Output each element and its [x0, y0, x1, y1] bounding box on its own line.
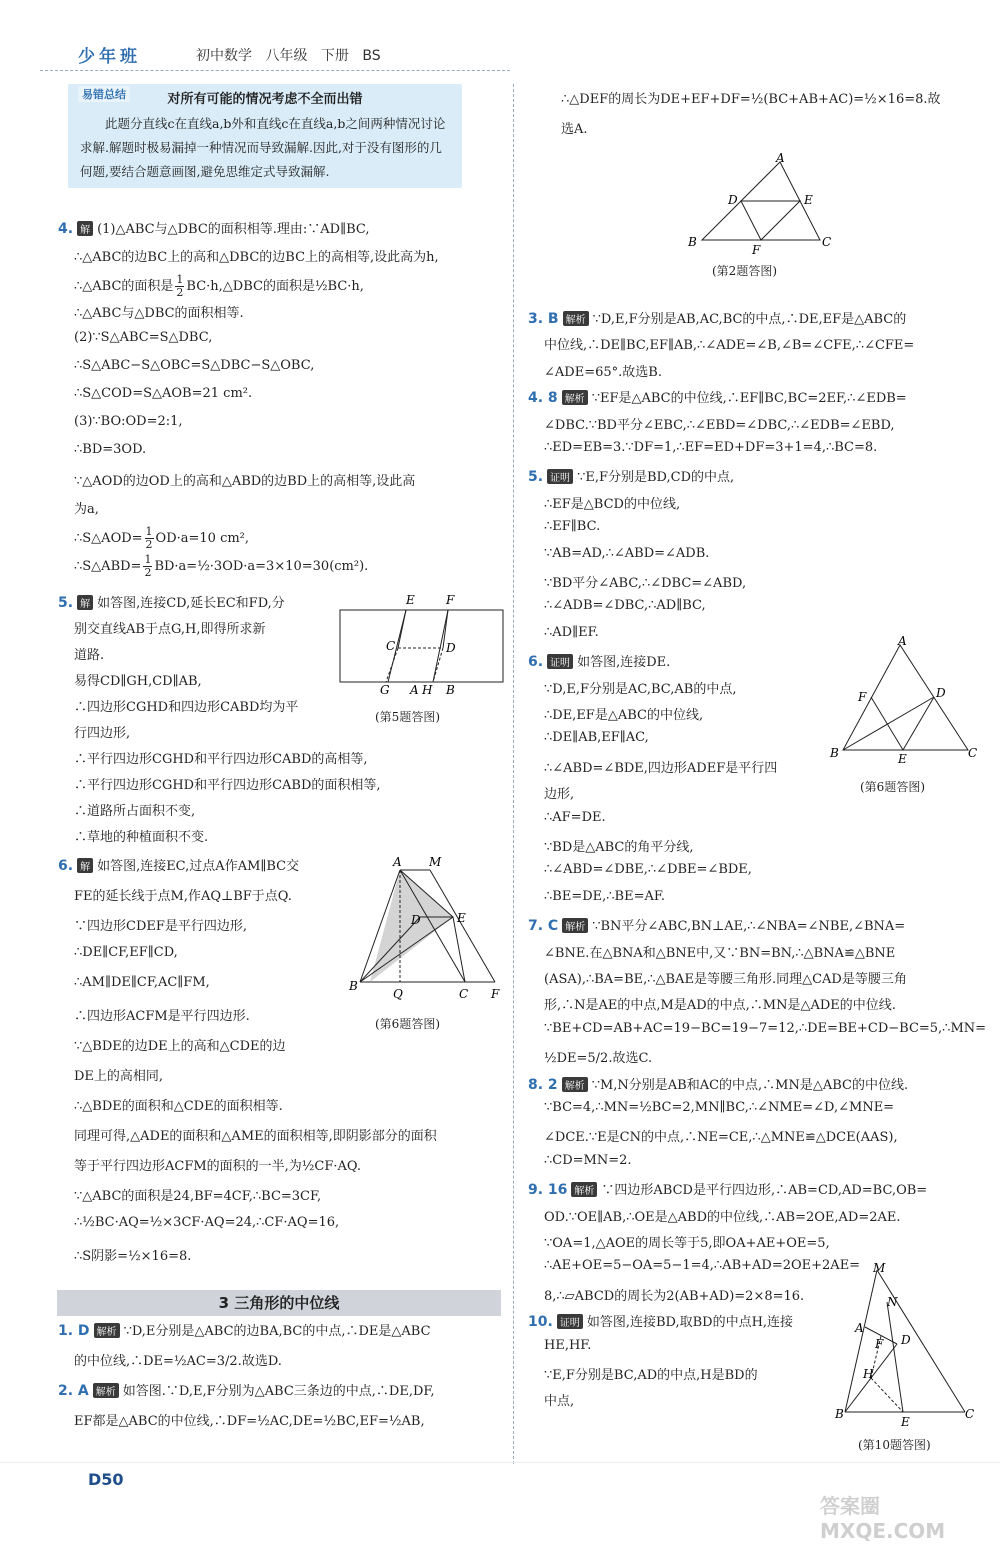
svg-text:C: C — [386, 639, 396, 653]
line-tail: OD·a=10 cm², — [155, 531, 250, 546]
line-text: ∴△ABC与△DBC的面积相等. — [74, 306, 244, 321]
line-text: ∵E,F分别是BC,AD的中点,H是BD的 — [544, 1368, 758, 1383]
text-line — [58, 1245, 191, 1264]
text-line — [528, 546, 709, 561]
brand-logo: 少年班 — [78, 47, 141, 67]
text-line — [528, 1100, 894, 1115]
fraction: $\frac{1}{2}$ — [145, 525, 153, 551]
line-text: OD.∵OE∥AB,∴OE是△ABD的中位线,∴AB=2OE,AD=2AE. — [544, 1209, 901, 1225]
header-info: 初中数学 八年级 下册 BS — [196, 48, 381, 64]
line-text: ∴∠ADB=∠DBC,∴AD∥BC, — [544, 598, 706, 614]
solution-badge: 解析 — [93, 1383, 119, 1398]
line-text: ∴DE∥AB,EF∥AC, — [544, 730, 649, 746]
text-line — [528, 1258, 860, 1273]
figure-q6-left — [345, 852, 505, 1002]
text-line — [58, 470, 415, 489]
fraction: $\frac{1}{2}$ — [176, 273, 184, 299]
line-text: ∵E,F分别是BD,CD的中点, — [577, 470, 735, 486]
line-text: ∵△ABC的面积是24,BF=4CF,∴BC=3CF, — [74, 1189, 322, 1204]
line-text: 道路. — [74, 648, 105, 663]
text-line — [528, 1126, 898, 1145]
text-line — [58, 1320, 431, 1339]
text-line — [58, 414, 183, 429]
line-text: ∴EF∥BC. — [544, 519, 601, 535]
line-text: DE上的高相同, — [74, 1069, 164, 1084]
svg-text:D: D — [728, 193, 738, 207]
svg-text:B: B — [446, 683, 455, 697]
line-text: 如答图,连接EC,过点A作AM∥BC交 — [97, 859, 300, 874]
answer-choice: B — [543, 311, 559, 327]
question-number: 3. — [528, 311, 544, 327]
line-text: ∴EF是△BCD的中位线, — [544, 496, 681, 512]
svg-text:B: B — [835, 1407, 844, 1421]
line-text: ∵D,E,F分别是AB,AC,BC的中点,∴DE,EF是△ABC的 — [592, 312, 907, 327]
line-text: 别交直线AB于点G,H,即得所求新 — [74, 622, 266, 637]
line-tail: BC·h,△DBC的面积是½BC·h, — [186, 279, 364, 294]
line-text: HE,HF. — [544, 1337, 592, 1353]
text-line — [58, 1005, 250, 1024]
line-text: ∴AM∥DE∥CF,AC∥FM, — [74, 975, 210, 990]
line-text: ∴½BC·AQ=½×3CF·AQ=24,∴CF·AQ=16, — [74, 1215, 340, 1230]
text-line — [58, 826, 208, 845]
text-line — [58, 1035, 286, 1054]
line-text: ∴ED=EB=3.∵DF=1,∴EF=ED+DF=3+1=4,∴BC=8. — [544, 440, 878, 455]
line-text: ∴平行四边形CGHD和平行四边形CABD的高相等, — [74, 752, 368, 767]
svg-text:A: A — [393, 855, 402, 869]
figure-q6-left-caption: (第6题答图) — [375, 1017, 440, 1031]
line-text: 8,∴▱ABCD的周长为2(AB+AD)=2×8=16. — [544, 1288, 805, 1304]
error-summary-body: 此题分直线c在直线a,b外和直线c在直线a,b之间两种情况讨论求解.解题时极易漏掉一种情况而导致漏解.因此,对于没有图形的几何题,要结合题意画图,避免思维定式导致漏解. — [80, 116, 446, 179]
solution-badge: 解 — [77, 858, 93, 873]
text-line — [528, 704, 703, 723]
text-line — [528, 598, 706, 613]
text-line — [58, 774, 381, 793]
text-line — [528, 308, 906, 327]
line-text: ∴DE,EF是△ABC的中位线, — [544, 708, 704, 723]
line-text: ½DE=5/2.故选C. — [544, 1051, 653, 1067]
question-number: 10. — [528, 1314, 553, 1331]
svg-text:D: D — [936, 686, 946, 700]
text-line — [545, 118, 588, 137]
text-line — [58, 1350, 282, 1369]
figure-q10 — [835, 1262, 975, 1432]
line-text: 的中位线,∴DE=½AC=3/2.故选D. — [74, 1354, 282, 1369]
text-line — [528, 730, 649, 745]
line-text: ∵AB=AD,∴∠ABD=∠ADB. — [544, 545, 710, 561]
line-text: ∴S△AOD= — [74, 531, 143, 546]
line-text: ∴AE+OE=5−OA=5−1=4,∴AB+AD=2OE+2AE= — [544, 1258, 861, 1274]
solution-badge: 解 — [77, 595, 93, 610]
line-text: (1)△ABC与△DBC的面积相等.理由:∵AD∥BC, — [97, 222, 370, 237]
text-line — [58, 670, 202, 689]
line-text: 选A. — [561, 122, 588, 137]
question-number: 1. — [58, 1323, 74, 1339]
text-line — [58, 885, 292, 904]
text-line — [528, 519, 600, 534]
text-line — [528, 915, 905, 934]
section-title: 3 三角形的中位线 — [57, 1290, 501, 1316]
text-line — [58, 1065, 163, 1084]
text-line — [528, 1338, 591, 1353]
line-text: ∴平行四边形CGHD和平行四边形CABD的面积相等, — [74, 778, 381, 793]
error-summary-title: 对所有可能的情况考虑不全而出错 — [167, 92, 363, 107]
answer-choice: D — [73, 1323, 90, 1339]
svg-text:C: C — [965, 1407, 975, 1421]
line-text: (2)∵S△ABC=S△DBC, — [74, 330, 213, 345]
error-summary-tag: 易错总结 — [78, 86, 130, 102]
text-line — [528, 414, 895, 433]
solution-badge: 证明 — [547, 654, 573, 669]
solution-badge: 解析 — [94, 1323, 120, 1338]
line-text: (ASA),∴BA=BE,∴△BAE是等腰三角形.同理△CAD是等腰三角 — [544, 972, 907, 987]
text-line — [58, 1095, 283, 1114]
text-line — [58, 722, 130, 741]
text-line — [58, 302, 244, 321]
fraction: $\frac{1}{2}$ — [144, 553, 152, 579]
line-text: ∴△DEF的周长为DE+EF+DF=½(BC+AB+AC)=½×16=8.故 — [561, 92, 941, 107]
text-line — [528, 994, 896, 1013]
line-text: ∴BD=3OD. — [74, 442, 147, 457]
text-line — [58, 644, 104, 663]
line-text: ∴S△ABC−S△OBC=S△DBC−S△OBC, — [74, 358, 315, 373]
svg-text:N: N — [887, 1295, 898, 1309]
text-line — [528, 1390, 574, 1409]
text-line — [58, 855, 299, 874]
watermark-logo: 答案圈 MXQE.COM — [820, 1494, 946, 1543]
svg-text:B: B — [830, 746, 839, 760]
line-text: ∵△AOD的边OD上的高和△ABD的边BD上的高相等,设此高 — [74, 474, 416, 489]
solution-badge: 解析 — [562, 390, 588, 405]
question-number: 6. — [58, 858, 74, 874]
figure-q2-caption: (第2题答图) — [712, 264, 777, 278]
text-line — [58, 945, 178, 960]
line-text: 同理可得,△ADE的面积和△AME的面积相等,即阴影部分的面积 — [74, 1129, 437, 1144]
text-line — [58, 696, 298, 715]
answer-choice: 2 — [543, 1076, 558, 1093]
line-text: 中点, — [544, 1394, 575, 1410]
line-text: ∴△ABC的边BC上的高和△DBC的边BC上的高相等,设此高为h, — [74, 250, 439, 265]
line-text: ∴△BDE的面积和△CDE的面积相等. — [74, 1099, 283, 1114]
text-line — [58, 218, 370, 237]
line-text: ∴四边形CGHD和四边形CABD均为平 — [74, 700, 299, 715]
line-text: 如答图,连接BD,取BD的中点H,连接 — [586, 1315, 794, 1331]
text-line — [58, 386, 252, 401]
question-number: 4. — [528, 390, 544, 407]
svg-text:H: H — [863, 1367, 874, 1381]
line-text: 如答图,连接DE. — [577, 655, 671, 671]
svg-text:H: H — [422, 683, 433, 697]
figure-q10-caption: (第10题答图) — [858, 1438, 931, 1452]
text-line — [528, 651, 670, 670]
line-text: ∴∠ABD=∠BDE,四边形ADEF是平行四 — [544, 760, 778, 776]
line-text: 边形, — [544, 787, 575, 803]
text-line — [528, 572, 746, 591]
line-text: ∠DBC.∵BD平分∠EBC,∴∠EBD=∠DBC,∴∠EDB=∠EBD, — [544, 417, 895, 433]
text-line — [528, 783, 574, 802]
text-line — [58, 748, 368, 767]
text-line — [58, 1215, 339, 1230]
svg-text:E: E — [804, 193, 813, 207]
text-line — [528, 1047, 652, 1066]
question-number: 5. — [528, 469, 544, 486]
answer-choice: 16 — [543, 1182, 568, 1199]
svg-text:E: E — [406, 593, 415, 607]
text-line — [58, 592, 285, 611]
line-text: ∠DCE.∵E是CN的中点,∴NE=CE,∴△MNE≌△DCE(AAS), — [544, 1130, 898, 1146]
question-number: 2. — [58, 1383, 74, 1399]
svg-text:F: F — [875, 1337, 884, 1351]
line-text: ∴S△ABD= — [74, 559, 142, 574]
svg-text:A: A — [776, 152, 785, 165]
column-divider — [513, 84, 514, 1464]
text-line — [528, 1074, 908, 1093]
figure-q6-right — [828, 635, 978, 765]
text-line — [58, 554, 368, 579]
svg-text:D: D — [411, 913, 421, 927]
question-number: 7. — [528, 918, 544, 935]
line-text: ∠ADE=65°.故选B. — [544, 364, 662, 380]
text-line — [528, 625, 599, 640]
line-text: ∴CD=MN=2. — [544, 1152, 632, 1168]
svg-text:A: A — [855, 1321, 864, 1335]
line-text: EF都是△ABC的中位线,∴DF=½AC,DE=½BC,EF=½AB, — [74, 1414, 425, 1429]
line-text: 形,∴N是AE的中点,M是AD的中点,∴MN是△ADE的中位线. — [544, 998, 896, 1014]
svg-text:F: F — [446, 593, 455, 607]
svg-text:D: D — [901, 1333, 911, 1347]
svg-text:A: A — [898, 635, 907, 648]
text-line — [58, 800, 195, 819]
answer-choice: 8 — [543, 390, 558, 407]
line-text: 中位线,∴DE∥BC,EF∥AB,∴∠ADE=∠B,∠B=∠CFE,∴∠CFE= — [544, 338, 915, 354]
line-text: ∵D,E,F分别是AC,BC,AB的中点, — [544, 681, 737, 697]
svg-text:F: F — [752, 243, 761, 257]
text-line — [528, 1232, 830, 1251]
header-divider — [40, 70, 510, 71]
svg-text:E: E — [901, 1415, 910, 1429]
line-text: 如答图.∵D,E,F分别为△ABC三条边的中点,∴DE,DF, — [122, 1384, 435, 1399]
line-text: ∵△BDE的边DE上的高和△CDE的边 — [74, 1039, 286, 1054]
svg-text:M: M — [873, 1262, 886, 1275]
line-text: FE的延长线于点M,作AQ⊥BF于点Q. — [74, 889, 292, 904]
question-number: 9. — [528, 1182, 544, 1199]
question-number: 6. — [528, 654, 544, 671]
solution-badge: 证明 — [547, 469, 573, 484]
text-line — [58, 498, 99, 517]
line-text: 行四边形, — [74, 726, 131, 741]
question-number: 4. — [58, 221, 74, 237]
text-line — [58, 1410, 425, 1429]
line-text: ∵OA=1,△AOE的周长等于5,即OA+AE+OE=5, — [544, 1236, 830, 1251]
text-line — [58, 618, 265, 637]
question-number: 8. — [528, 1076, 544, 1093]
solution-badge: 解析 — [562, 1077, 588, 1092]
line-text: ∵BD平分∠ABC,∴∠DBC=∠ABD, — [544, 576, 747, 591]
svg-text:D: D — [446, 641, 456, 655]
line-text: ∵M,N分别是AB和AC的中点,∴MN是△ABC的中位线. — [591, 1077, 909, 1093]
line-text: 等于平行四边形ACFM的面积的一半,为½CF·AQ. — [74, 1159, 362, 1174]
line-text: ∴道路所占面积不变, — [74, 804, 196, 819]
line-text: 易得CD∥GH,CD∥AB, — [74, 674, 202, 689]
page-number: D50 — [88, 1470, 124, 1489]
text-line — [58, 358, 314, 373]
text-line — [528, 678, 737, 697]
text-line — [528, 1021, 986, 1036]
line-text: ∴∠ABD=∠DBE,∴∠DBE=∠BDE, — [544, 862, 752, 878]
text-line — [58, 1380, 435, 1399]
line-text: 为a, — [74, 502, 99, 517]
text-line — [528, 493, 680, 512]
text-line — [528, 387, 907, 406]
line-text: ∵BD是△ABC的角平分线, — [544, 840, 694, 855]
line-text: ∴DE∥CF,EF∥CD, — [74, 945, 178, 960]
footer-divider — [0, 1462, 1000, 1463]
svg-text:Q: Q — [393, 987, 403, 1001]
answer-choice: A — [73, 1383, 89, 1399]
text-line — [528, 968, 907, 987]
line-text: ∴△ABC的面积是 — [74, 279, 174, 294]
text-line — [528, 1206, 901, 1225]
line-text: ∠BNE.在△BNA和△BNE中,又∵BN=BN,∴△BNA≌△BNE — [544, 945, 896, 961]
line-text: ∴BE=DE,∴BE=AF. — [544, 888, 665, 904]
svg-text:E: E — [457, 911, 466, 925]
svg-text:C: C — [968, 746, 978, 760]
solution-badge: 解析 — [562, 918, 588, 933]
text-line — [528, 1364, 758, 1383]
svg-text:C: C — [822, 235, 832, 249]
solution-badge: 解析 — [563, 311, 589, 326]
text-line — [528, 757, 777, 776]
line-text: ∵BE+CD=AB+AC=19−BC=19−7=12,∴DE=BE+CD−BC=5,∴MN= — [544, 1020, 987, 1036]
text-line — [528, 466, 734, 485]
line-text: ∴S阴影=½×16=8. — [74, 1249, 192, 1264]
text-line — [58, 915, 247, 934]
svg-text:B: B — [688, 235, 697, 249]
svg-text:B: B — [349, 979, 358, 993]
line-text: ∴四边形ACFM是平行四边形. — [74, 1009, 250, 1024]
line-text: ∵BC=4,∴MN=½BC=2,MN∥BC,∴∠NME=∠D,∠MNE= — [544, 1100, 895, 1115]
svg-text:M: M — [429, 855, 442, 869]
line-tail: BD·a=½·3OD·a=3×10=30(cm²). — [154, 559, 369, 574]
svg-text:C: C — [459, 987, 469, 1001]
text-line — [58, 526, 249, 551]
text-line — [58, 442, 146, 457]
line-text: (3)∵BO:OD=2:1, — [74, 414, 183, 429]
svg-text:G: G — [380, 683, 390, 697]
figure-q6-right-caption: (第6题答图) — [860, 780, 925, 794]
text-line — [58, 274, 364, 299]
line-text: ∴AF=DE. — [544, 809, 606, 825]
answer-choice: C — [543, 918, 559, 935]
text-line — [528, 889, 665, 904]
text-line — [528, 1179, 927, 1198]
solution-badge: 解 — [77, 221, 93, 236]
page-header — [0, 0, 1000, 80]
text-line — [58, 1185, 321, 1204]
text-line — [528, 440, 877, 455]
svg-text:E: E — [898, 752, 907, 765]
line-text: ∵EF是△ABC的中位线,∴EF∥BC,BC=2EF,∴∠EDB= — [591, 391, 907, 407]
text-line — [528, 1153, 632, 1168]
text-line — [545, 88, 941, 107]
svg-text:F: F — [491, 987, 500, 1001]
text-line — [58, 246, 439, 265]
question-number: 5. — [58, 595, 74, 611]
text-line — [528, 1311, 793, 1330]
line-text: ∴AD∥EF. — [544, 624, 599, 640]
svg-text:F: F — [858, 690, 867, 704]
figure-q2 — [680, 152, 840, 262]
text-line — [58, 330, 212, 345]
line-text: 如答图,连接CD,延长EC和FD,分 — [97, 596, 285, 611]
line-text: ∵四边形ABCD是平行四边形,∴AB=CD,AD=BC,OB= — [601, 1183, 928, 1199]
text-line — [528, 334, 914, 353]
text-line — [528, 361, 662, 380]
line-text: ∵BN平分∠ABC,BN⊥AE,∴∠NBA=∠NBE,∠BNA= — [592, 919, 906, 935]
solution-badge: 解析 — [571, 1182, 597, 1197]
line-text: ∴草地的种植面积不变. — [74, 830, 209, 845]
line-text: ∵四边形CDEF是平行四边形, — [74, 919, 248, 934]
text-line — [58, 975, 210, 990]
text-line — [528, 862, 752, 877]
text-line — [528, 836, 694, 855]
figure-q5-caption: (第5题答图) — [375, 710, 440, 724]
text-line — [58, 1125, 437, 1144]
line-text: ∵D,E分别是△ABC的边BA,BC的中点,∴DE是△ABC — [123, 1324, 431, 1339]
line-text: ∴S△COD=S△AOB=21 cm². — [74, 386, 253, 401]
solution-badge: 证明 — [557, 1314, 583, 1329]
text-line — [528, 942, 895, 961]
text-line — [528, 1285, 804, 1304]
svg-text:A: A — [410, 683, 419, 697]
text-line — [58, 1155, 361, 1174]
text-line — [528, 810, 606, 825]
figure-q5 — [338, 590, 508, 700]
